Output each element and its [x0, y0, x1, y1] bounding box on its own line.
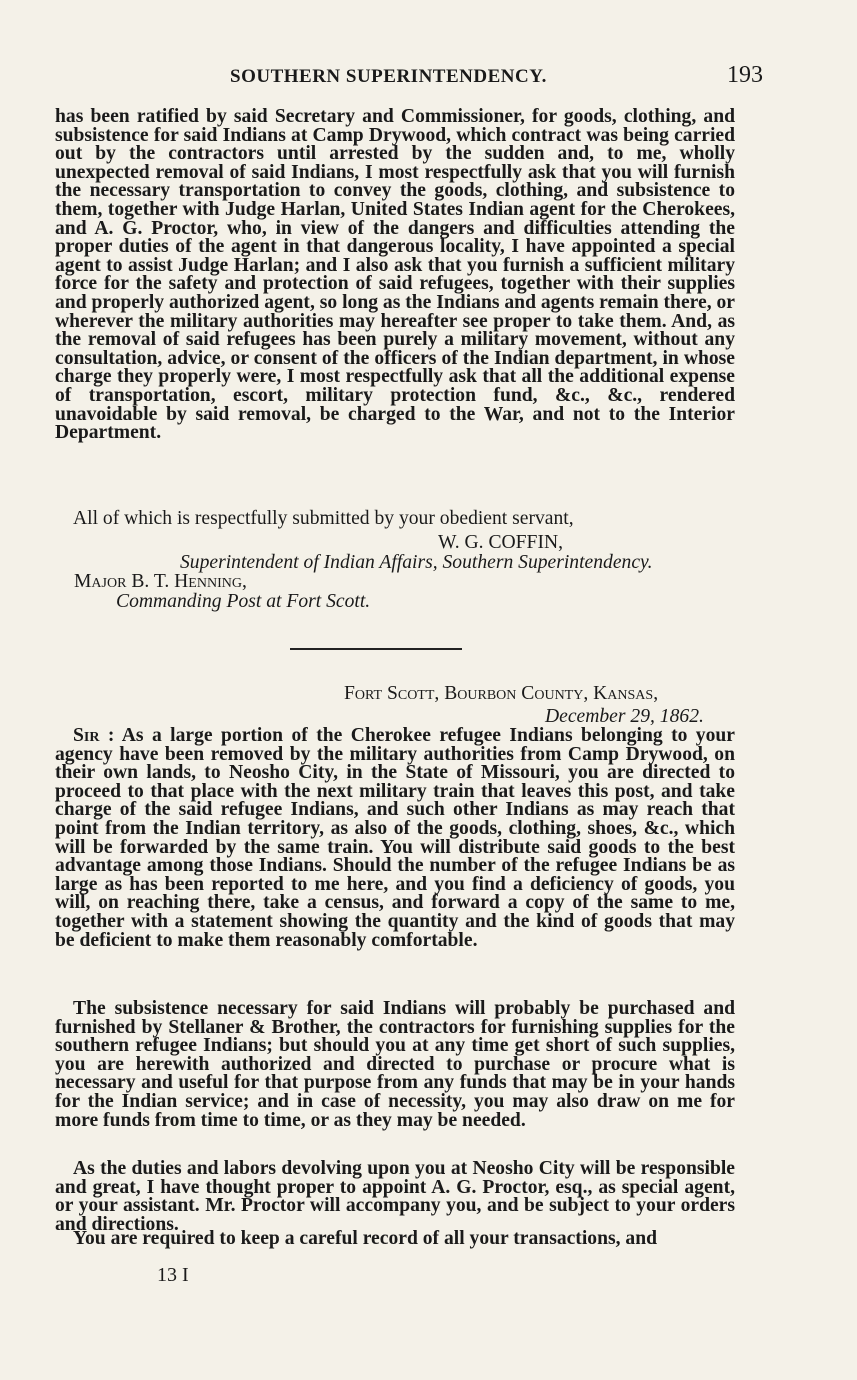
- section-divider: [290, 648, 462, 650]
- letter2-salutation: Sir :: [73, 725, 115, 746]
- signature-mark: 13 I: [157, 1264, 189, 1286]
- letter2-para1-text: As a large portion of the Cherokee refugee Indians belonging to your agency have been removed by the military authorities from Camp Drywood, on their own lands, to Neosho City, in the State of Missouri, you are directed to proceed to that place with the next military train that leaves this post, and take charge of the said refugee Indians, and such other Indians as may reach that point from the Indian territory, as also of the goods, clothing, shoes, &c., which will be forwarded by the same train. You will distribute said goods to the best advantage among those Indians. Should the number of the refugee Indians be as large as has been reported to me here, and you find a deficiency of goods, you will, on reaching there, take a census, and forward a copy of the same to me, together with a statement showing the quantity and the kind of goods that may be deficient to make them reasonably comfortable.: [55, 725, 735, 951]
- page-header: [55, 62, 763, 92]
- letter2-place: Fort Scott, Bourbon County, Kansas,: [344, 683, 659, 704]
- letter1-closing: All of which is respectfully submitted by your obedient servant,: [73, 508, 574, 529]
- letter2-para1: [55, 727, 735, 950]
- letter2-para3-block: [55, 1160, 735, 1234]
- letter2-para4: You are required to keep a careful record of all your transactions, and: [73, 1228, 657, 1249]
- letter2-para2-block: [55, 1000, 735, 1130]
- letter2-para4-block: [55, 1230, 735, 1249]
- letter1-addressee-post: Commanding Post at Fort Scott.: [116, 591, 371, 612]
- letter1-body: has been ratified by said Secretary and Commissioner, for goods, clothing, and subsistence for said Indians at Camp Drywood, which contract was being carried out by the contractors until arrested by the sudden and, to me, wholly unexpected removal of said Indians, I most respectfully ask that you will furnish the necessary transportation to convey the goods, clothing, and subsistence to them, together with Judge Harlan, United States Indian agent for the Cherokees, and A. G. Proctor, who, in view of the dangers and difficulties attending the proper duties of the agent in that dangerous locality, I have appointed a special agent to assist Judge Harlan; and I also ask that you furnish a sufficient military force for the safety and protection of said refugees, together with their supplies and properly authorized agent, so long as the Indians and agents remain there, or wherever the military authorities may hereafter see proper to take them. And, as the removal of said refugees has been purely a military movement, without any consultation, advice, or consent of the officers of the Indian department, in whose charge they properly were, I most respectfully ask that all the additional expense of transportation, escort, military protection fund, &c., &c., rendered unavoidable by said removal, be charged to the War, and not to the Interior Department.: [55, 106, 735, 444]
- running-head: SOUTHERN SUPERINTENDENCY.: [230, 66, 547, 87]
- letter2-para1-block: [55, 727, 735, 950]
- letter1-closing-block: [55, 510, 735, 529]
- page-number: 193: [727, 62, 763, 88]
- letter1-addressee-name: Major B. T. Henning,: [74, 571, 247, 592]
- letter2-para3: As the duties and labors devolving upon you at Neosho City will be responsible and great, I have thought proper to appoint A. G. Proctor, esq., as special agent, or your assistant. Mr. Proctor will accompany you, and be subject to your orders and directions.: [55, 1158, 735, 1235]
- letter2-date: December 29, 1862.: [545, 706, 704, 727]
- letter1-body-block: [55, 108, 735, 443]
- letter1-signer-title: Superintendent of Indian Affairs, Southern Superintendency.: [180, 552, 653, 573]
- letter1-signature: W. G. COFFIN,: [438, 532, 564, 553]
- letter2-para2: The subsistence necessary for said Indians will probably be purchased and furnished by Stellaner & Brother, the contractors for furnishing supplies for the southern refugee Indians; but should you at any time get short of such supplies, you are herewith authorized and directed to purchase or procure what is necessary and useful for that purpose from any funds that may be in your hands for the Indian service; and in case of necessity, you may also draw on me for more funds from time to time, or as they may be needed.: [55, 998, 735, 1131]
